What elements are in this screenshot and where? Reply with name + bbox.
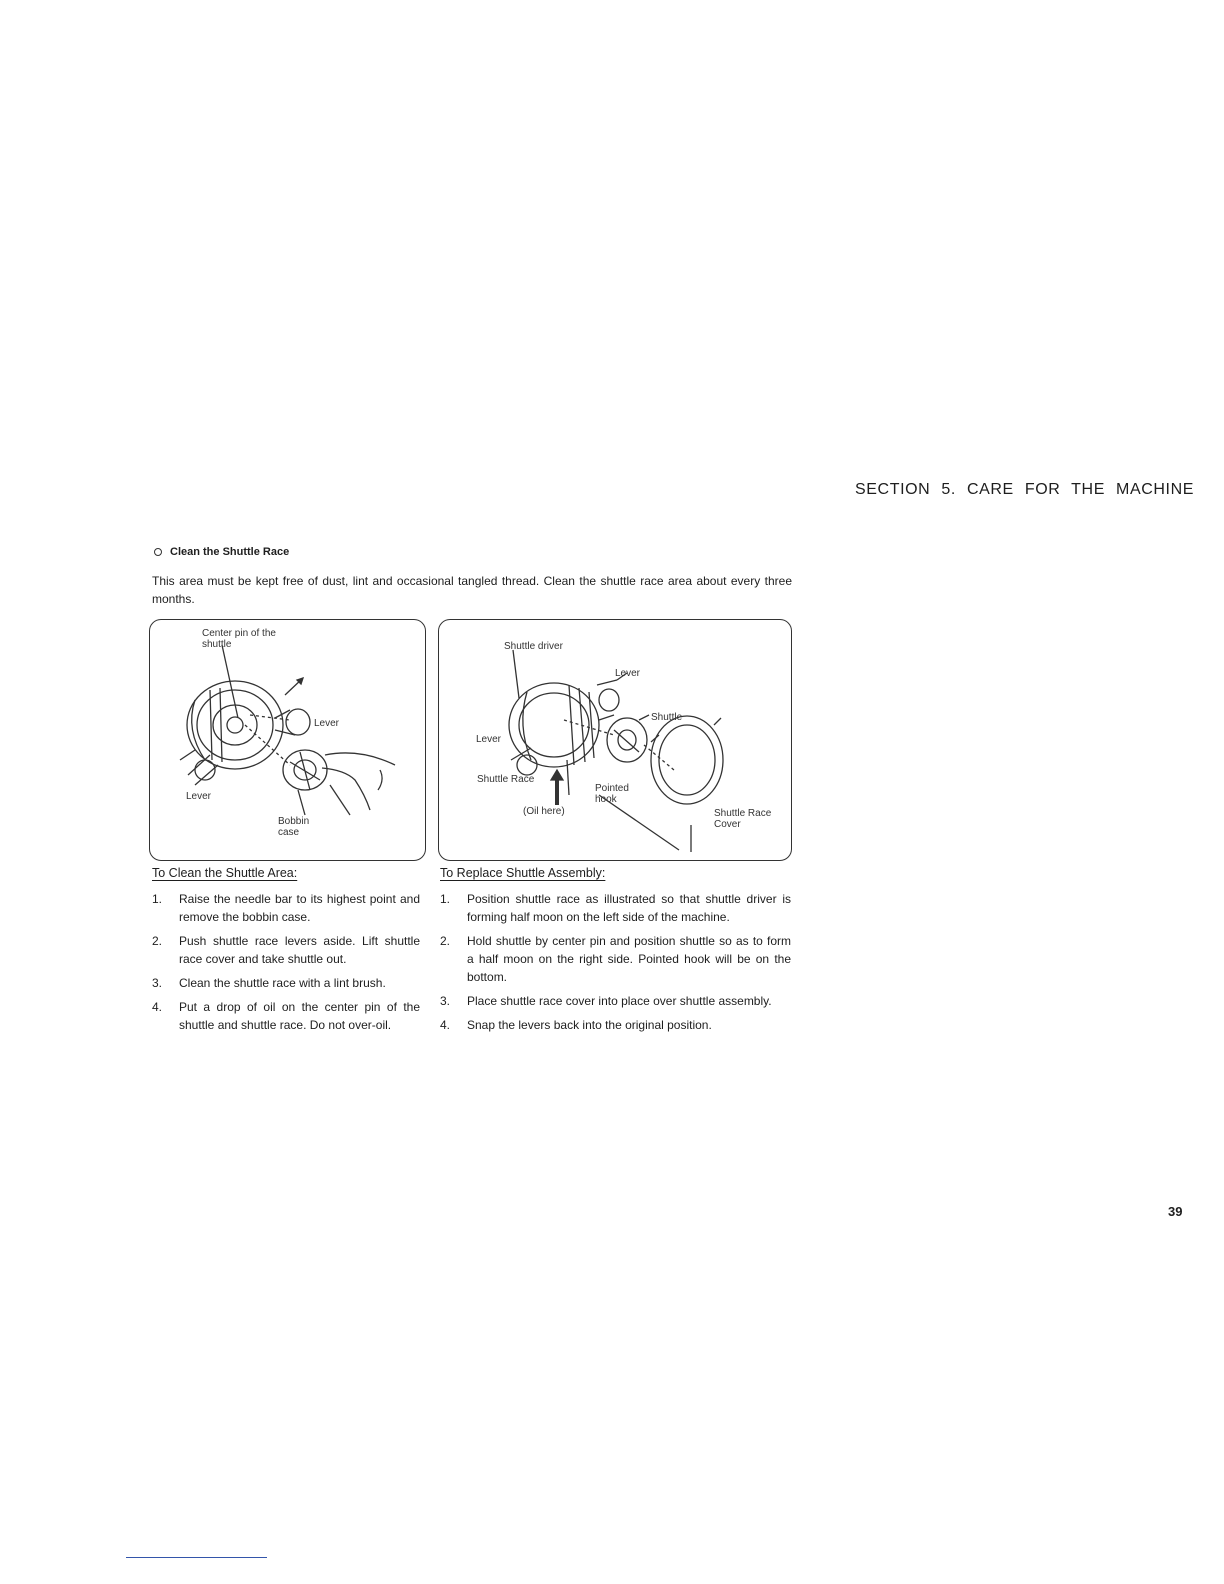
step-number: 3. [440,994,451,1008]
label-oil-here: (Oil here) [523,806,565,817]
list-item [152,974,420,992]
section-title [154,546,289,558]
section-title-text: Clean the Shuttle Race [170,546,290,558]
bullet-icon [154,548,162,556]
step-number: 4. [152,1000,163,1014]
replace-steps [440,890,791,1034]
step-text: Clean the shuttle race with a lint brush. [179,976,386,990]
label-bobbin-case-text: Bobbin case [278,816,310,838]
label-lever-left: Lever [476,734,502,745]
clean-steps [152,890,420,1034]
list-item [152,998,420,1034]
label-race-cover-text: Shuttle Race Cover [714,808,772,830]
intro-paragraph: This area must be kept free of dust, lint and occasional tangled thread. Clean the shuttle race area about every three months. [152,574,792,606]
label-bobbin-case [278,816,318,838]
step-number: 2. [152,934,163,948]
step-number: 1. [152,892,163,906]
footnote-divider [126,1557,267,1558]
label-pointed-hook-text: Pointed hook [595,783,629,805]
step-text: Put a drop of oil on the center pin of the shuttle and shuttle race. Do not over-oil. [179,1000,420,1032]
section-header: SECTION 5. CARE FOR THE MACHINE [855,481,1195,498]
label-race-cover [714,808,786,830]
label-shuttle-race: Shuttle Race [477,774,535,785]
step-text: Position shuttle race as illustrated so that shuttle driver is forming half moon on the left side of the machine. [467,892,791,924]
label-lever-left: Lever [186,791,212,802]
clean-heading: To Clean the Shuttle Area: [152,866,298,880]
step-text: Raise the needle bar to its highest point and remove the bobbin case. [179,892,420,924]
clean-instructions [152,866,420,1040]
list-item [440,890,791,926]
figure-clean-shuttle [149,619,426,861]
step-number: 1. [440,892,451,906]
figure-replace-shuttle [438,619,792,861]
step-text: Snap the levers back into the original position. [467,1018,712,1032]
step-number: 4. [440,1018,451,1032]
list-item [152,890,420,926]
label-shuttle: Shuttle [651,712,683,723]
step-text: Push shuttle race levers aside. Lift shuttle race cover and take shuttle out. [179,934,420,966]
page-number: 39 [1168,1204,1183,1219]
label-center-pin [202,628,282,650]
step-text: Hold shuttle by center pin and position shuttle so as to form a half moon on the right side. Pointed hook will be on the bottom. [467,934,791,984]
replace-instructions [440,866,791,1040]
label-lever-right: Lever [314,718,340,729]
label-shuttle-driver: Shuttle driver [504,641,563,652]
step-text: Place shuttle race cover into place over shuttle assembly. [467,994,772,1008]
list-item [440,1016,791,1034]
replace-heading: To Replace Shuttle Assembly: [440,866,606,880]
step-number: 2. [440,934,451,948]
step-number: 3. [152,976,163,990]
list-item [440,992,791,1010]
label-pointed-hook [595,783,639,805]
list-item [440,932,791,986]
list-item [152,932,420,968]
label-center-pin-text: Center pin of the shuttle [202,628,276,650]
label-lever-top: Lever [615,668,641,679]
